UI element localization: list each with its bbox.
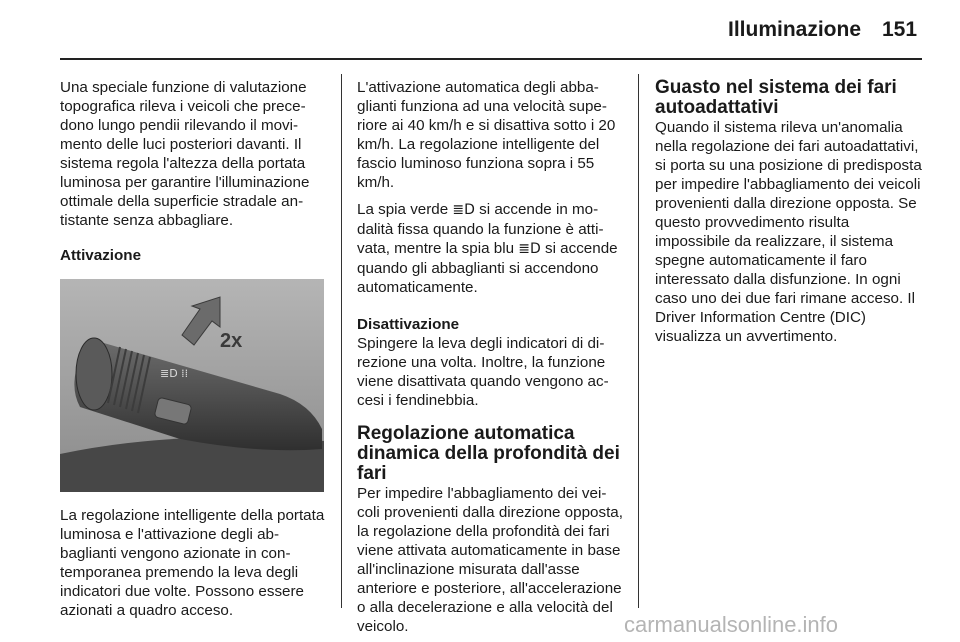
subheading-disattivazione: Disattivazione — [357, 316, 460, 333]
label-2x: 2x — [220, 330, 243, 352]
column-divider-2 — [638, 74, 639, 608]
watermark: carmanualsonline.info — [624, 612, 839, 637]
paragraph-malfunction: Quando il sistema rileva un'anomalia nella regolazione dei fari autoadattativi, si porta su una posizione di predisposta per impedire l'abbagliamento dei veicoli provenienti dalla direzione opposta. Se questo provvedimento risulta impossibile da realizzare, il sistema spegne automaticamente il faro interessato dalla disfunzione. In ogni caso uno dei due fari rimane acceso. Il Driver Information Centre (DIC) visualizza un avvertimento. — [655, 119, 922, 345]
subheading-attivazione: Attivazione — [60, 247, 142, 264]
column-divider-1 — [341, 74, 342, 608]
running-header-title: Illuminazione — [728, 18, 862, 41]
page-number: 151 — [882, 18, 918, 41]
paragraph-topographic: Una speciale funzione di valutazione topografica rileva i veicoli che precedono lungo pendii rilevando il movimento delle luci posteriori davanti. Il sistema regola l'altezza della portata luminosa per garantire l'illuminazione ottimale della superficie stradale antistante senza abbagliare. — [60, 79, 310, 229]
column-2 — [357, 78, 623, 636]
paragraph-dynamic-leveling: Per impedire l'abbagliamento dei veicoli provenienti dalla direzione opposta, la regolazione della profondità dei fari viene attivata automaticamente in base all'inclinazione misurata dall'asse anteriore e posteriore, all'accelerazione o alla decelerazione e alla velocità del veicolo. — [357, 485, 623, 635]
blue-indicator-icon: ≣D — [518, 241, 541, 257]
paragraph-deactivation: Spingere la leva degli indicatori di direzione una volta. Inoltre, la funzione viene disattivata quando vengono accesi i fendinebbia. — [357, 335, 609, 409]
lever-figure — [60, 279, 324, 492]
heading-guasto: Guasto nel sistema dei fari autoadattativi — [655, 77, 897, 118]
lever-end-cap — [76, 338, 112, 410]
column-3 — [655, 78, 923, 346]
column-1 — [60, 78, 325, 620]
green-indicator-icon: ≣D — [452, 202, 475, 218]
paragraph-indicators: La spia verde ≣D si accende in modalità fissa quando la funzione è attivata, mentre la spia blu ≣D si accende quando gli abbaglianti si accendono automaticamente. — [357, 201, 618, 296]
heading-regolazione-automatica: Regolazione automatica dinamica della profondità dei fari — [357, 423, 620, 484]
paragraph-auto-activation: L'attivazione automatica degli abbaglianti funziona ad una velocità superiore ai 40 km/h e si disattiva sotto i 20 km/h. La regolazione intelligente del fascio luminoso funziona sopra i 55 km/h. — [357, 79, 616, 191]
lever-symbols: ≣D ⁞⁞ — [160, 367, 189, 380]
paragraph-intelligent-regulation: La regolazione intelligente della portata luminosa e l'attivazione degli abbaglianti vengono azionate in contemporanea premendo la leva degli indicatori due volte. Possono essere azionati a quadro acceso. — [60, 507, 325, 619]
header-rule — [60, 58, 922, 60]
